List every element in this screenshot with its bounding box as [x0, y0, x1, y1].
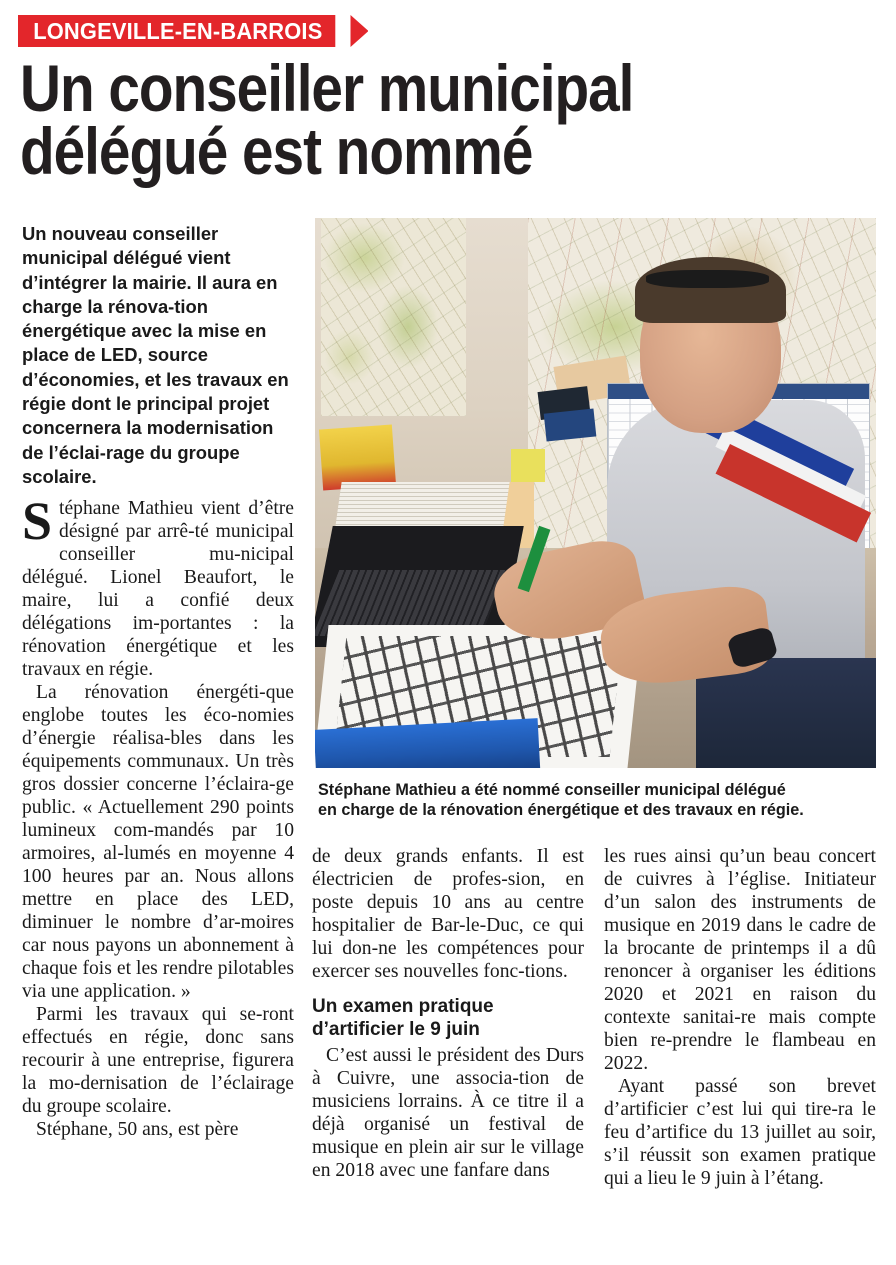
- paragraph: Ayant passé son brevet d’artificier c’est lui qui tire-ra le feu d’artifice du 13 juillet au soir, s’il réussit son examen pratique qui a lieu le 9 juin à l’étang.: [604, 1076, 876, 1190]
- headline-line-2: délégué est nommé: [20, 114, 533, 189]
- paragraph: C’est aussi le président des Durs à Cuivre, une associa-tion de musiciens lorrains. À ce titre il a déjà organisé un festival de musique en plein air sur le village en 2018 avec une fanfare dans: [312, 1044, 584, 1181]
- kicker-label: LONGEVILLE-EN-BARROIS: [18, 15, 336, 47]
- photo-caption-line-1: Stéphane Mathieu a été nommé conseiller municipal délégué: [318, 781, 786, 799]
- desk-snack-bag: [319, 425, 396, 490]
- paragraph: Stéphane, 50 ans, est père: [36, 1119, 239, 1141]
- kicker-arrow-icon: [350, 15, 368, 47]
- subheading-line-1: Un examen pratique: [312, 996, 494, 1018]
- paragraph: les rues ainsi qu’un beau concert de cuivres à l’église. Initiateur d’un salon des instruments de musique en 2019 dans le cadre de la brocante de printemps il a dû renoncer à organiser les éditions 2020 et 2021 en raison du contexte sanitai-re mais compte bien re-prendre le flambeau en 2022.: [604, 846, 876, 1075]
- lead-paragraph: Un nouveau conseiller municipal délégué vient d’intégrer la mairie. Il aura en charge la rénova-tion énergétique avec la mise en place de LED, source d’économies, et les travaux en régie dont le principal projet concernera la modernisation de l’éclai-rage du groupe scolaire.: [22, 223, 289, 487]
- paragraph: Parmi les travaux qui se-ront effectués en régie, donc sans recourir à une entreprise, figurera la mo-dernisation de l’éclairage du groupe scolaire.: [22, 1004, 294, 1118]
- article-headline: [20, 51, 760, 189]
- paragraph: de deux grands enfants. Il est électricien de profes-sion, en poste depuis 10 ans au centre hospitalier de Bar-le-Duc, ce qui lui don-ne les compétences pour exercer ses nouvelles fonc-tions.: [312, 846, 584, 983]
- subheading-line-2: d’artificier le 9 juin: [312, 1018, 480, 1040]
- headline-line-1: Un conseiller municipal: [20, 51, 634, 125]
- paragraph-text: téphane Mathieu vient d’être désigné par arrê-té municipal conseiller mu-nicipal délégué. Lionel Beaufort, le maire, lui a confié deux délégations im-portantes : la rénovation énergétique et les travaux en régie.: [22, 498, 294, 681]
- paragraph: [22, 491, 294, 681]
- body-column-1: [22, 491, 294, 1141]
- body-column-3: [604, 845, 876, 1190]
- body-column-2: [312, 845, 584, 1182]
- section-subheading: [312, 996, 584, 1041]
- paragraph: La rénovation énergéti-que englobe toutes les éco-nomies d’énergie réalisa-bles dans les équipements communaux. Un très gros dossier concerne l’éclaira-ge public. « Actuellement 290 points lumineux com-mandés par 10 armoires, al-lumés en moyenne 4 100 heures par an. Nous allons mettre en place des LED, diminuer le nombre d’ar-moires car nous payons un abonnement à chaque fois et les rendre pilotables via une application. »: [22, 682, 294, 1003]
- article-photo: [315, 218, 876, 768]
- wall-tag-yellow: [511, 449, 545, 482]
- photo-caption-line-2: en charge de la rénovation énergétique et des travaux en régie.: [318, 801, 804, 820]
- person-hair: [635, 257, 786, 323]
- photo-scene: [315, 218, 876, 768]
- photo-caption: [318, 780, 878, 821]
- wall-map-left: [321, 218, 467, 416]
- sunglasses-on-head: [646, 270, 769, 288]
- drop-cap: S: [22, 491, 53, 551]
- locality-kicker-banner: [18, 15, 368, 47]
- wall-card-blue: [544, 408, 597, 441]
